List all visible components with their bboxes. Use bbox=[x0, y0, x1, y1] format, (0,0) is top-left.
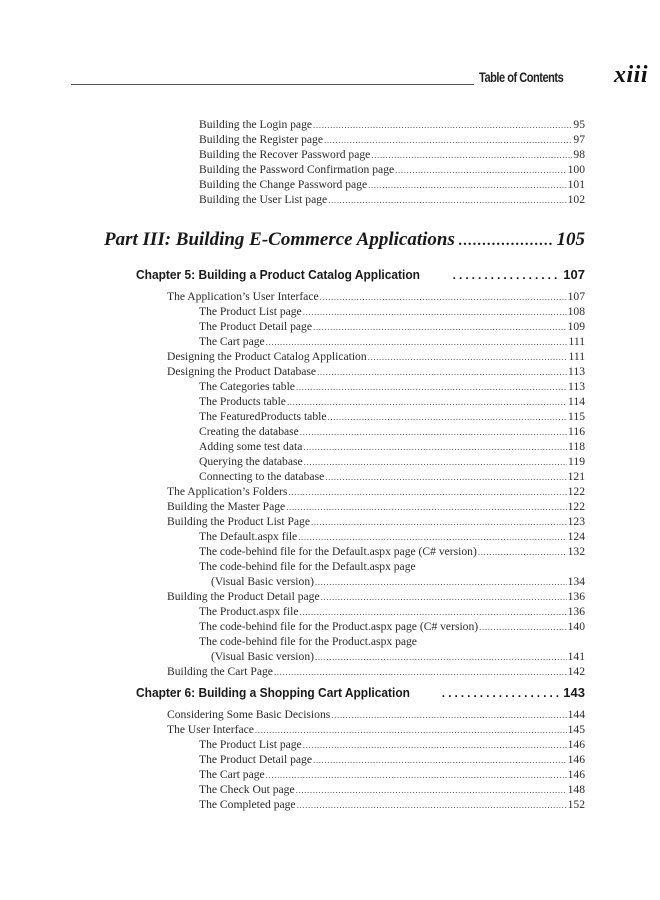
toc-entry-label: The Completed page bbox=[199, 798, 296, 811]
toc-entry-page: 113 bbox=[568, 380, 585, 393]
toc-entry-page: 116 bbox=[568, 425, 585, 438]
toc-entry-page: 142 bbox=[567, 665, 585, 678]
toc-entry[interactable] bbox=[199, 178, 585, 192]
toc-entry-page: 98 bbox=[573, 148, 585, 161]
toc-entry-label: The code-behind file for the Product.aspx page (C# version) bbox=[199, 620, 479, 633]
toc-entry[interactable] bbox=[199, 410, 585, 424]
toc-entry-label: Considering Some Basic Decisions bbox=[167, 708, 331, 721]
toc-entry[interactable] bbox=[167, 723, 585, 737]
leader-dots bbox=[453, 268, 562, 282]
toc-entry-label: Building the Product Detail page bbox=[167, 590, 320, 603]
toc-entry-label: Creating the database bbox=[199, 425, 299, 438]
leader-dots bbox=[303, 305, 567, 319]
toc-entry-page: 145 bbox=[567, 723, 585, 736]
toc-entry[interactable] bbox=[199, 425, 585, 439]
toc-entry-label: Building the Login page bbox=[199, 118, 313, 131]
toc-entry-page: 124 bbox=[567, 530, 585, 543]
leader-dots bbox=[395, 163, 566, 177]
leader-dots bbox=[313, 118, 572, 132]
toc-entry-label: The code-behind file for the Default.aspx page (C# version) bbox=[199, 545, 477, 558]
toc-entry-page: 100 bbox=[567, 163, 585, 176]
toc-entry[interactable] bbox=[199, 305, 585, 319]
leader-dots bbox=[368, 178, 567, 192]
toc-entry-page: 141 bbox=[567, 650, 585, 663]
toc-entry[interactable] bbox=[199, 635, 585, 649]
leader-dots bbox=[300, 425, 567, 439]
leader-dots bbox=[324, 133, 572, 147]
leader-dots bbox=[255, 723, 567, 737]
page-number: xiii bbox=[614, 62, 649, 88]
toc-entry-page: 102 bbox=[567, 193, 585, 206]
toc-entry-page: 115 bbox=[568, 410, 585, 423]
chapter-heading[interactable] bbox=[136, 685, 585, 700]
toc-entry-page: 109 bbox=[567, 320, 585, 333]
toc-entry-page: 97 bbox=[573, 133, 585, 146]
toc-entry-label: Designing the Product Database bbox=[167, 365, 317, 378]
leader-dots bbox=[478, 545, 567, 559]
leader-dots bbox=[303, 738, 567, 752]
toc-entry[interactable] bbox=[167, 290, 585, 304]
toc-entry-page: 121 bbox=[567, 470, 585, 483]
leader-dots bbox=[287, 395, 567, 409]
toc-entry[interactable] bbox=[199, 470, 585, 484]
leader-dots bbox=[296, 380, 567, 394]
toc-entry[interactable] bbox=[199, 335, 585, 349]
leader-dots bbox=[328, 410, 568, 424]
toc-entry[interactable] bbox=[199, 620, 585, 634]
toc-entry-page: 140 bbox=[567, 620, 585, 633]
toc-entry-page: 114 bbox=[568, 395, 585, 408]
toc-entry-page: 132 bbox=[567, 545, 585, 558]
toc-entry-page: 152 bbox=[567, 798, 585, 811]
chapter-page: 143 bbox=[563, 685, 585, 700]
toc-entry[interactable] bbox=[199, 395, 585, 409]
leader-dots bbox=[331, 708, 566, 722]
chapter-heading[interactable] bbox=[136, 267, 585, 282]
toc-entry-page: 148 bbox=[567, 783, 585, 796]
leader-dots bbox=[313, 753, 567, 767]
toc-entry-label: The Cart page bbox=[199, 335, 265, 348]
toc-entry-page: 136 bbox=[567, 605, 585, 618]
toc-entry[interactable] bbox=[167, 708, 585, 722]
toc-entry-page: 122 bbox=[567, 500, 585, 513]
toc-entry-label: The code-behind file for the Default.aspx page bbox=[199, 560, 416, 573]
toc-entry-label: Building the Password Confirmation page bbox=[199, 163, 395, 176]
toc-entry-page: 122 bbox=[567, 485, 585, 498]
toc-entry[interactable] bbox=[167, 515, 585, 529]
toc-entry-page: 111 bbox=[568, 335, 585, 348]
header-rule bbox=[71, 84, 474, 85]
leader-dots bbox=[288, 485, 566, 499]
leader-dots bbox=[286, 500, 566, 514]
toc-entry[interactable] bbox=[199, 380, 585, 394]
toc-entry[interactable] bbox=[199, 455, 585, 469]
toc-entry-label: The code-behind file for the Product.aspx page bbox=[199, 635, 417, 648]
toc-entry-page: 134 bbox=[567, 575, 585, 588]
toc-entry[interactable] bbox=[199, 738, 585, 752]
toc-entry-label: The Product Detail page bbox=[199, 320, 312, 333]
toc-entry-label: The User Interface bbox=[167, 723, 254, 736]
toc-entry-label: Building the Change Password page bbox=[199, 178, 368, 191]
chapter-page: 107 bbox=[563, 267, 585, 282]
toc-entry[interactable] bbox=[199, 783, 585, 797]
leader-dots bbox=[274, 665, 567, 679]
toc-entry-label: The Product.aspx file bbox=[199, 605, 299, 618]
leader-dots bbox=[315, 575, 567, 589]
toc-entry-page: 108 bbox=[567, 305, 585, 318]
toc-entry[interactable] bbox=[167, 665, 585, 679]
toc-entry-page: 111 bbox=[568, 350, 585, 363]
toc-entry-label: Building the Register page bbox=[199, 133, 323, 146]
toc-entry-page: 136 bbox=[567, 590, 585, 603]
running-header-title: Table of Contents bbox=[479, 70, 564, 85]
toc-entry-label: Building the Cart Page bbox=[167, 665, 273, 678]
leader-dots bbox=[298, 530, 566, 544]
toc-entry-label: The Product List page bbox=[199, 305, 302, 318]
chapter-title: Chapter 6: Building a Shopping Cart Application bbox=[136, 685, 410, 700]
toc-entry-label: The Application’s Folders bbox=[167, 485, 288, 498]
toc-entry-page: 95 bbox=[573, 118, 585, 131]
leader-dots bbox=[300, 605, 567, 619]
leader-dots bbox=[368, 350, 568, 364]
toc-entry[interactable] bbox=[199, 530, 585, 544]
toc-entry-page: 144 bbox=[567, 708, 585, 721]
toc-entry-label: The Categories table bbox=[199, 380, 295, 393]
toc-entry-page: 119 bbox=[568, 455, 585, 468]
toc-entry[interactable] bbox=[199, 133, 585, 147]
toc-entry[interactable] bbox=[199, 148, 585, 162]
toc-entry-label: (Visual Basic version) bbox=[211, 575, 314, 588]
chapter-title: Chapter 5: Building a Product Catalog Application bbox=[136, 267, 420, 282]
toc-entry[interactable] bbox=[199, 320, 585, 334]
toc-entry[interactable] bbox=[199, 193, 585, 207]
toc-entry[interactable] bbox=[199, 753, 585, 767]
toc-entry[interactable] bbox=[199, 768, 585, 782]
toc-entry-label: Building the User List page bbox=[199, 193, 328, 206]
toc-entry-continuation[interactable] bbox=[211, 575, 585, 589]
leader-dots bbox=[459, 233, 553, 250]
leader-dots bbox=[303, 440, 567, 454]
toc-entry-label: The FeaturedProducts table bbox=[199, 410, 327, 423]
toc-entry-label: Building the Recover Password page bbox=[199, 148, 371, 161]
toc-entry-page: 113 bbox=[568, 365, 585, 378]
part-heading[interactable] bbox=[104, 229, 585, 251]
leader-dots bbox=[317, 365, 567, 379]
toc-entry-page: 146 bbox=[567, 753, 585, 766]
toc-entry-label: Building the Master Page bbox=[167, 500, 286, 513]
toc-entry-label: Querying the database bbox=[199, 455, 303, 468]
toc-entry-label: The Cart page bbox=[199, 768, 265, 781]
leader-dots bbox=[304, 455, 567, 469]
toc-entry-label: The Default.aspx file bbox=[199, 530, 298, 543]
toc-entry[interactable] bbox=[167, 350, 585, 364]
leader-dots bbox=[297, 798, 567, 812]
toc-entry[interactable] bbox=[199, 163, 585, 177]
toc-entry-label: (Visual Basic version) bbox=[211, 650, 314, 663]
toc-entry-page: 146 bbox=[567, 768, 585, 781]
leader-dots bbox=[328, 193, 566, 207]
toc-entry-label: The Product List page bbox=[199, 738, 302, 751]
leader-dots bbox=[371, 148, 572, 162]
toc-entry-label: Designing the Product Catalog Application bbox=[167, 350, 367, 363]
leader-dots bbox=[442, 686, 562, 700]
toc-entry-label: Adding some test data bbox=[199, 440, 303, 453]
toc-entry[interactable] bbox=[199, 798, 585, 812]
toc-entry-label: The Application’s User Interface bbox=[167, 290, 319, 303]
leader-dots bbox=[321, 590, 567, 604]
toc-entry[interactable] bbox=[167, 365, 585, 379]
toc-entry-page: 118 bbox=[568, 440, 585, 453]
toc-entry-label: The Check Out page bbox=[199, 783, 295, 796]
toc-entry[interactable] bbox=[199, 560, 585, 574]
toc-entry-label: The Products table bbox=[199, 395, 286, 408]
toc-entry[interactable] bbox=[199, 440, 585, 454]
toc-entry[interactable] bbox=[199, 605, 585, 619]
leader-dots bbox=[296, 783, 567, 797]
toc-entry-page: 146 bbox=[567, 738, 585, 751]
toc-entry-label: Connecting to the database bbox=[199, 470, 325, 483]
part-title: Part III: Building E-Commerce Applications bbox=[104, 229, 455, 250]
toc-entry-page: 123 bbox=[567, 515, 585, 528]
toc-entry-page: 101 bbox=[567, 178, 585, 191]
toc-entry[interactable] bbox=[199, 118, 585, 132]
toc-entry-label: The Product Detail page bbox=[199, 753, 312, 766]
leader-dots bbox=[315, 650, 567, 664]
leader-dots bbox=[325, 470, 566, 484]
toc-entry-page: 107 bbox=[567, 290, 585, 303]
toc-entry[interactable] bbox=[167, 590, 585, 604]
leader-dots bbox=[266, 335, 568, 349]
leader-dots bbox=[320, 290, 567, 304]
leader-dots bbox=[311, 515, 567, 529]
leader-dots bbox=[479, 620, 566, 634]
toc-entry[interactable] bbox=[167, 485, 585, 499]
leader-dots bbox=[313, 320, 567, 334]
toc-entry-continuation[interactable] bbox=[211, 650, 585, 664]
toc-entry[interactable] bbox=[167, 500, 585, 514]
toc-entry-label: Building the Product List Page bbox=[167, 515, 310, 528]
toc-entry[interactable] bbox=[199, 545, 585, 559]
part-page: 105 bbox=[556, 229, 585, 250]
leader-dots bbox=[266, 768, 567, 782]
